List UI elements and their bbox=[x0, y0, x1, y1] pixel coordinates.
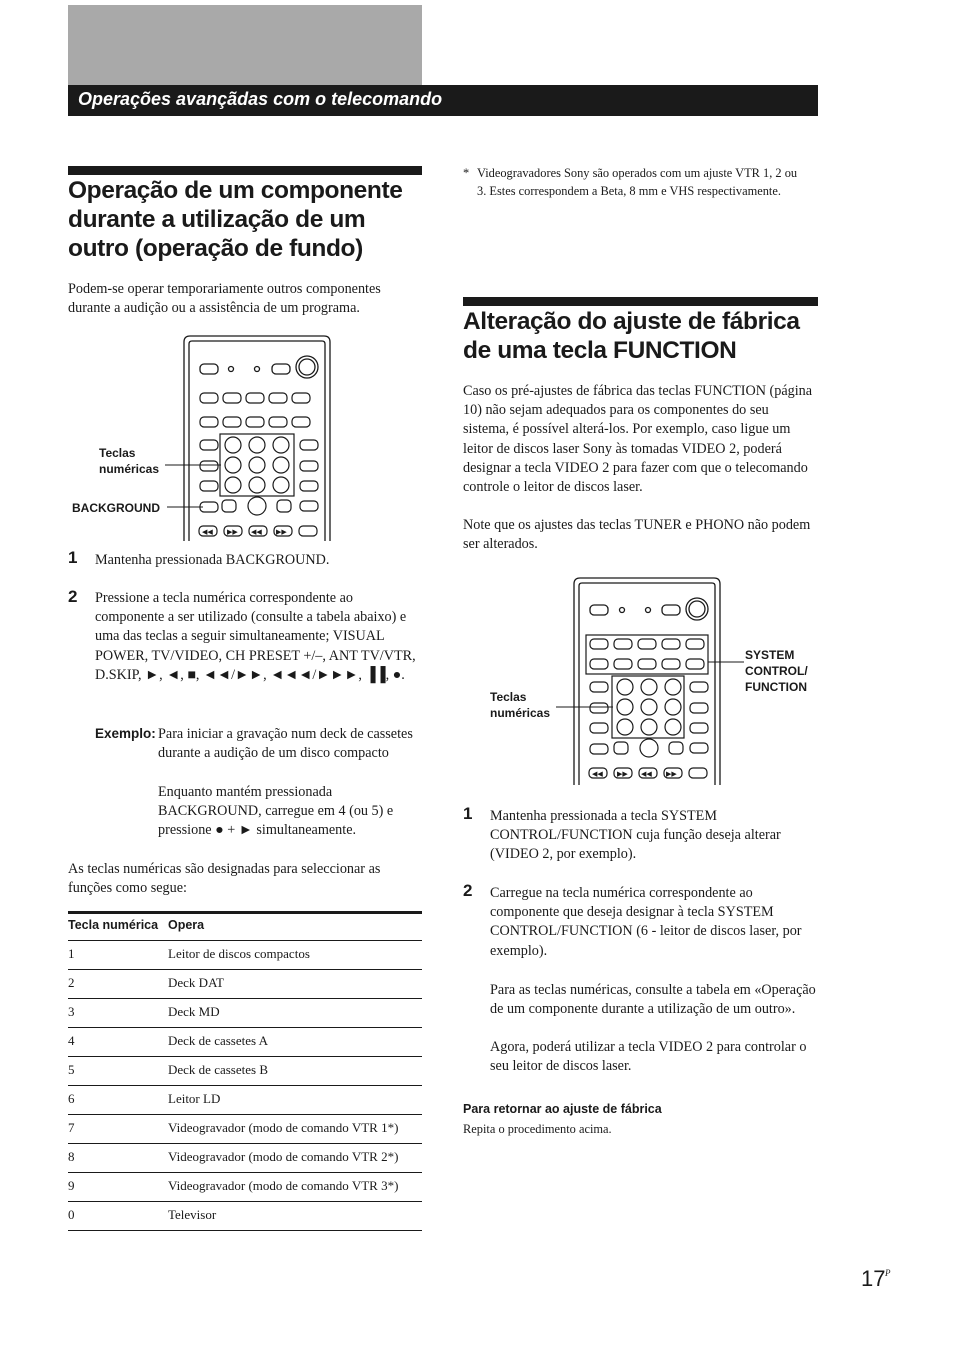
example-text: Para iniciar a gravação num deck de cassetes durante a audição de um disco compacto bbox=[158, 726, 413, 762]
table-cell-key: 0 bbox=[68, 1202, 168, 1231]
svg-text:◀◀: ◀◀ bbox=[641, 770, 652, 778]
left-title: Operação de um componente durante a utilização de um outro (operação de fundo) bbox=[68, 177, 403, 262]
svg-text:▶▶: ▶▶ bbox=[276, 528, 287, 536]
svg-text:◀◀: ◀◀ bbox=[202, 528, 213, 536]
remote2-leader-system bbox=[708, 657, 746, 667]
table-row bbox=[68, 1173, 422, 1202]
left-step-2-number: 2 bbox=[68, 587, 78, 606]
remote-illustration-background bbox=[180, 334, 340, 544]
right-step-1-number: 1 bbox=[463, 804, 473, 823]
left-step-2-text: Pressione a tecla numérica correspondente ao componente a ser utilizado (consulte a tabela abaixo) e uma das teclas a seguir simultaneamente; VISUAL POWER, TV/VIDEO, CH PRESET +/–, ANT TV/VTR, D.SKIP, ►, ◄, ■, ◄◄/►►, ◄◄◄/►►►, ▐▐, ●. bbox=[95, 590, 416, 683]
svg-text:▶▶: ▶▶ bbox=[617, 770, 628, 778]
right-para-1: Caso os pré-ajustes de fábrica das teclas FUNCTION (página 10) não sejam adequados para os componentes do seu sistema, é possível alterá-los. Por exemplo, caso ligue um leitor de discos laser Sony às tomadas VIDEO 2, poderá designar a tecla VIDEO 2 para fazer com que o telecomando controle o leitor de discos laser. bbox=[463, 383, 813, 496]
table-cell-component: Videogravador (modo de comando VTR 3*) bbox=[168, 1173, 422, 1202]
table-cell-component: Leitor LD bbox=[168, 1086, 422, 1115]
remote2-leader-numeric bbox=[556, 702, 616, 712]
table-row bbox=[68, 941, 422, 970]
table-cell-component: Leitor de discos compactos bbox=[168, 941, 422, 970]
table-cell-key: 2 bbox=[68, 970, 168, 999]
right-title-rule bbox=[463, 297, 818, 306]
table-cell-component: Deck MD bbox=[168, 999, 422, 1028]
table-cell-component: Televisor bbox=[168, 1202, 422, 1231]
table-header-key: Tecla numérica bbox=[68, 913, 168, 941]
table-cell-key: 7 bbox=[68, 1115, 168, 1144]
table-row bbox=[68, 1115, 422, 1144]
table-cell-component: Videogravador (modo de comando VTR 2*) bbox=[168, 1144, 422, 1173]
svg-text:▶▶: ▶▶ bbox=[227, 528, 238, 536]
example-text-2: Enquanto mantém pressionada BACKGROUND, carregue em 4 (ou 5) e pressione ● + ► simultaneamente. bbox=[158, 784, 394, 839]
right-para-2: Note que os ajustes das teclas TUNER e PHONO não podem ser alterados. bbox=[463, 517, 811, 553]
right-step-2-text: Carregue na tecla numérica correspondente ao componente que deseja designar à tecla SYSTEM CONTROL/FUNCTION (6 - leitor de discos laser, por exemplo). bbox=[490, 885, 802, 959]
right-step-2-extra-2: Agora, poderá utilizar a tecla VIDEO 2 para controlar o seu leitor de discos laser. bbox=[490, 1039, 807, 1075]
table-row bbox=[68, 1086, 422, 1115]
table-row bbox=[68, 999, 422, 1028]
right-title: Alteração do ajuste de fábrica de uma tecla FUNCTION bbox=[463, 308, 800, 364]
table-header-operates: Opera bbox=[168, 913, 422, 941]
table-cell-key: 3 bbox=[68, 999, 168, 1028]
table-cell-key: 5 bbox=[68, 1057, 168, 1086]
remote1-leader-numeric bbox=[165, 460, 225, 470]
table-intro: As teclas numéricas são designadas para seleccionar as funções como segue: bbox=[68, 861, 381, 897]
remote2-label-numeric: Teclas numéricas bbox=[490, 690, 551, 720]
header-grey-block bbox=[68, 5, 422, 85]
svg-text:▶▶: ▶▶ bbox=[666, 770, 677, 778]
table-cell-key: 8 bbox=[68, 1144, 168, 1173]
table-row bbox=[68, 1028, 422, 1057]
svg-text:◀◀: ◀◀ bbox=[592, 770, 603, 778]
table-cell-component: Deck de cassetes B bbox=[168, 1057, 422, 1086]
remote1-label-background: BACKGROUND bbox=[72, 501, 160, 515]
remote2-label-system-control: SYSTEM CONTROL/ FUNCTION bbox=[745, 648, 808, 694]
remote-illustration-function bbox=[570, 576, 730, 786]
example-label: Exemplo: bbox=[95, 726, 156, 741]
table-cell-key: 6 bbox=[68, 1086, 168, 1115]
numeric-keys-table bbox=[68, 911, 422, 1231]
table-cell-component: Videogravador (modo de comando VTR 1*) bbox=[168, 1115, 422, 1144]
left-intro: Podem-se operar temporariamente outros componentes durante a audição ou a assistência de um programa. bbox=[68, 281, 381, 317]
table-cell-key: 1 bbox=[68, 941, 168, 970]
right-step-2-extra: Para as teclas numéricas, consulte a tabela em «Operação de um componente durante a utilização de um outro». bbox=[490, 982, 816, 1018]
table-cell-key: 4 bbox=[68, 1028, 168, 1057]
table-row bbox=[68, 1144, 422, 1173]
page-number-suffix: P bbox=[885, 1268, 891, 1278]
left-title-rule bbox=[68, 166, 422, 175]
footnote-text: Videogravadores Sony são operados com um ajuste VTR 1, 2 ou 3. Estes correspondem a Beta, 8 mm e VHS respectivamente. bbox=[477, 166, 798, 198]
table-row bbox=[68, 970, 422, 999]
footnote-mark: * bbox=[463, 166, 470, 180]
left-step-1-text: Mantenha pressionada BACKGROUND. bbox=[95, 552, 330, 568]
page-number: 17 bbox=[861, 1266, 886, 1291]
right-step-1-text: Mantenha pressionada a tecla SYSTEM CONTROL/FUNCTION cuja função deseja alterar (VIDEO 2, por exemplo). bbox=[490, 808, 781, 863]
table-row bbox=[68, 1057, 422, 1086]
section-title: Operações avançãdas com o telecomando bbox=[78, 89, 443, 109]
left-step-1-number: 1 bbox=[68, 548, 78, 567]
table-row bbox=[68, 1202, 422, 1231]
return-text: Repita o procedimento acima. bbox=[463, 1122, 612, 1136]
table-cell-key: 9 bbox=[68, 1173, 168, 1202]
remote1-leader-background bbox=[167, 502, 207, 512]
svg-text:◀◀: ◀◀ bbox=[251, 528, 262, 536]
table-cell-component: Deck DAT bbox=[168, 970, 422, 999]
remote1-label-numeric: Teclas numéricas bbox=[99, 446, 160, 476]
right-step-2-number: 2 bbox=[463, 881, 473, 900]
return-title: Para retornar ao ajuste de fábrica bbox=[463, 1102, 662, 1116]
table-cell-component: Deck de cassetes A bbox=[168, 1028, 422, 1057]
